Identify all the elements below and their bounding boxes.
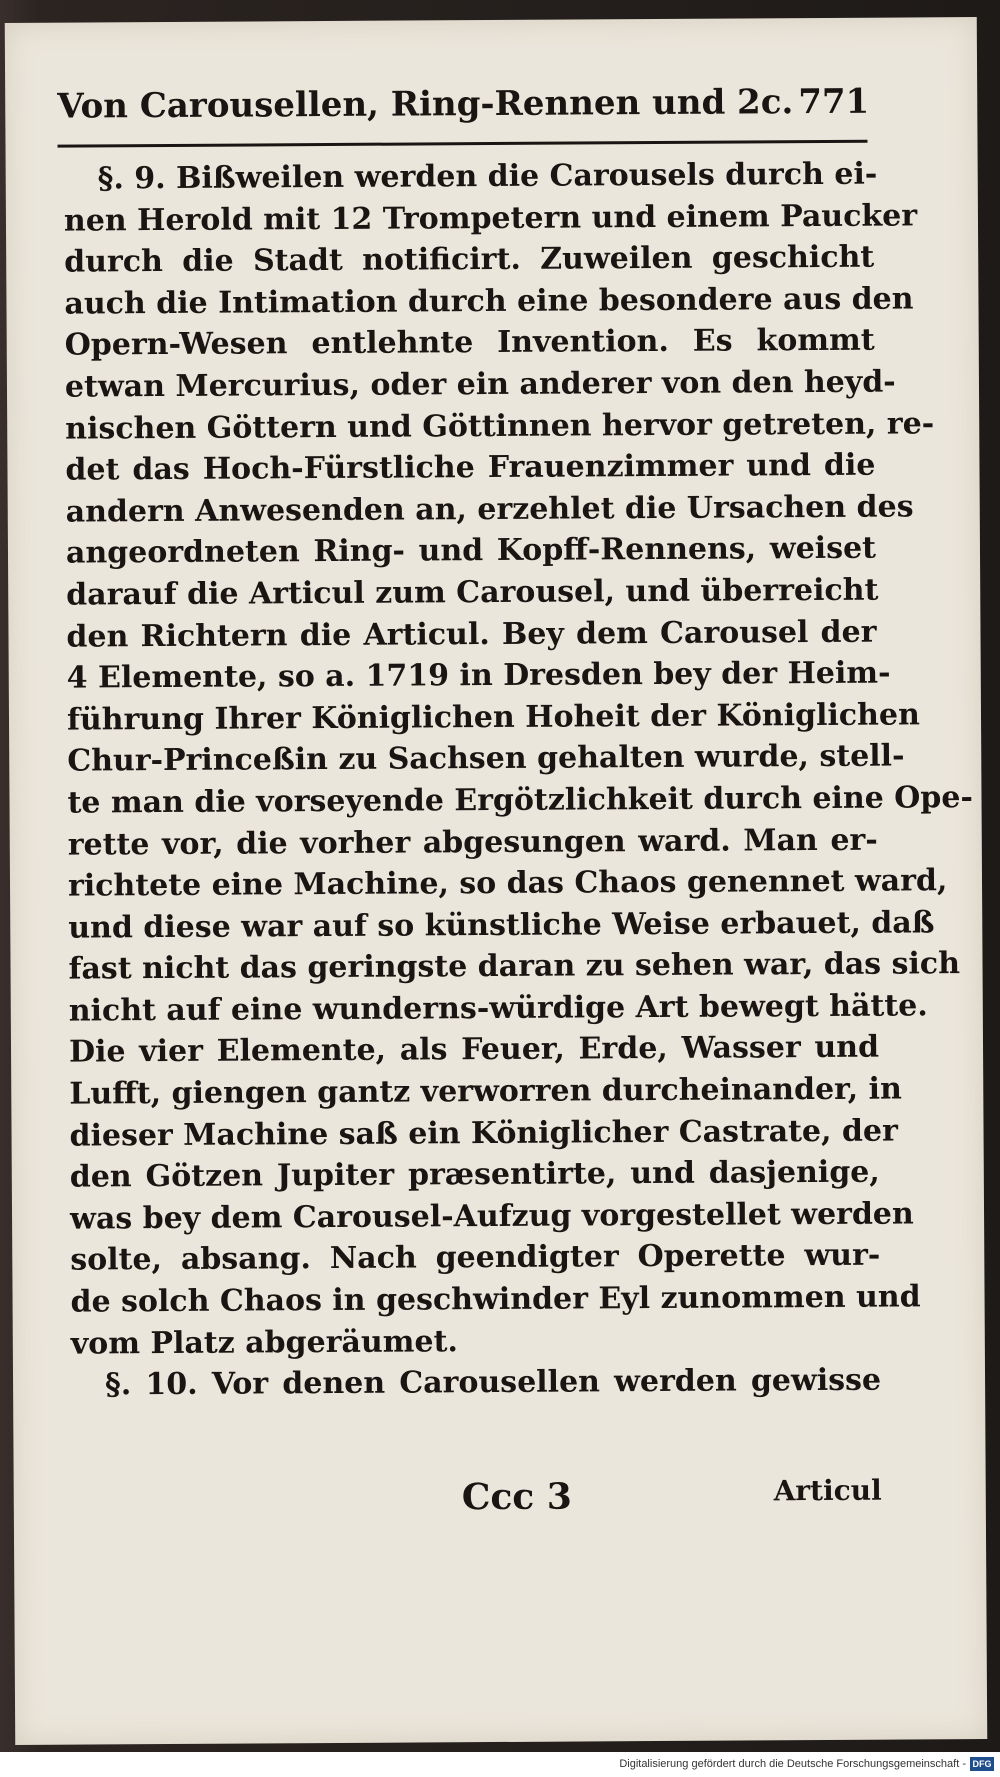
- text-line: richtete eine Machine, so das Chaos genennet ward,: [67, 863, 948, 904]
- text-line: durch die Stadt notificirt. Zuweilen geschicht: [64, 239, 875, 280]
- text-line: darauf die Articul zum Carousel, und überreicht: [66, 572, 879, 613]
- text-line: was bey dem Carousel-Aufzug vorgestellet werden: [69, 1196, 914, 1237]
- text-line: andern Anwesenden an, erzehlet die Ursachen des: [65, 489, 914, 530]
- book-page: [5, 17, 988, 1745]
- text-line: nicht auf eine wunderns-würdige Art bewegt hätte.: [68, 988, 928, 1029]
- attribution-bar: [0, 1752, 1000, 1777]
- body-text: [63, 154, 973, 1407]
- text-line: nen Herold mit 12 Trompetern und einem Paucker: [63, 198, 918, 239]
- text-line: Die vier Elemente, als Feuer, Erde, Wasser und: [68, 1030, 880, 1071]
- text-line: und diese war auf so künstliche Weise erbauet, daß: [68, 905, 935, 946]
- running-head: [57, 82, 869, 127]
- attribution-text: Digitalisierung gefördert durch die Deutsche Forschungsgemeinschaft -: [619, 1758, 966, 1770]
- text-line: führung Ihrer Königlichen Hoheit der Königlichen: [66, 697, 920, 738]
- text-line: 4 Elemente, so a. 1719 in Dresden bey der Heim-: [66, 655, 891, 696]
- text-line: solte, absang. Nach geendigter Operette wur-: [70, 1238, 881, 1279]
- page-number: 771: [798, 81, 870, 123]
- catchword: Articul: [773, 1473, 882, 1508]
- text-line: auch die Intimation durch eine besondere aus den: [64, 281, 914, 322]
- text-line: den Götzen Jupiter præsentirte, und dasjenige,: [69, 1154, 880, 1195]
- signature-mark: Ccc 3: [461, 1475, 572, 1519]
- text-line: dieser Machine saß ein Königlicher Castrate, der: [69, 1113, 898, 1154]
- text-line: etwan Mercurius, oder ein anderer von den heyd-: [64, 364, 896, 405]
- dfg-logo-icon: DFG: [970, 1757, 994, 1771]
- text-line: §. 9. Bißweilen werden die Carousels durch ei-: [97, 156, 878, 197]
- text-line: Opern-Wesen entlehnte Invention. Es kommt: [64, 323, 875, 363]
- text-line: §. 10. Vor denen Carousellen werden gewisse: [104, 1362, 882, 1403]
- running-title: Von Carousellen, Ring-Rennen und 2c.: [57, 82, 794, 127]
- text-line: rette vor, die vorher abgesungen ward. Man er-: [67, 822, 878, 863]
- text-line: det das Hoch-Fürstliche Frauenzimmer und die: [65, 447, 876, 488]
- text-line: de solch Chaos in geschwinder Eyl zunommen und: [70, 1279, 921, 1320]
- header-rule: [57, 140, 867, 148]
- text-line: angeordneten Ring- und Kopff-Rennens, weiset: [65, 531, 877, 571]
- text-line: Chur-Princeßin zu Sachsen gehalten wurde, stell-: [67, 738, 905, 779]
- text-line: te man die vorseyende Ergötzlichkeit durch eine Ope-: [67, 779, 973, 821]
- page-footer: [72, 1474, 882, 1529]
- text-line: Lufft, giengen gantz verworren durcheinander, in: [69, 1071, 902, 1112]
- text-line: nischen Göttern und Göttinnen hervor getreten, re-: [65, 405, 935, 447]
- text-line: vom Platz abgeräumet.: [70, 1323, 458, 1362]
- text-line: fast nicht das geringste daran zu sehen war, das sich: [68, 946, 961, 987]
- text-line: den Richtern die Articul. Bey dem Carousel der: [66, 614, 877, 655]
